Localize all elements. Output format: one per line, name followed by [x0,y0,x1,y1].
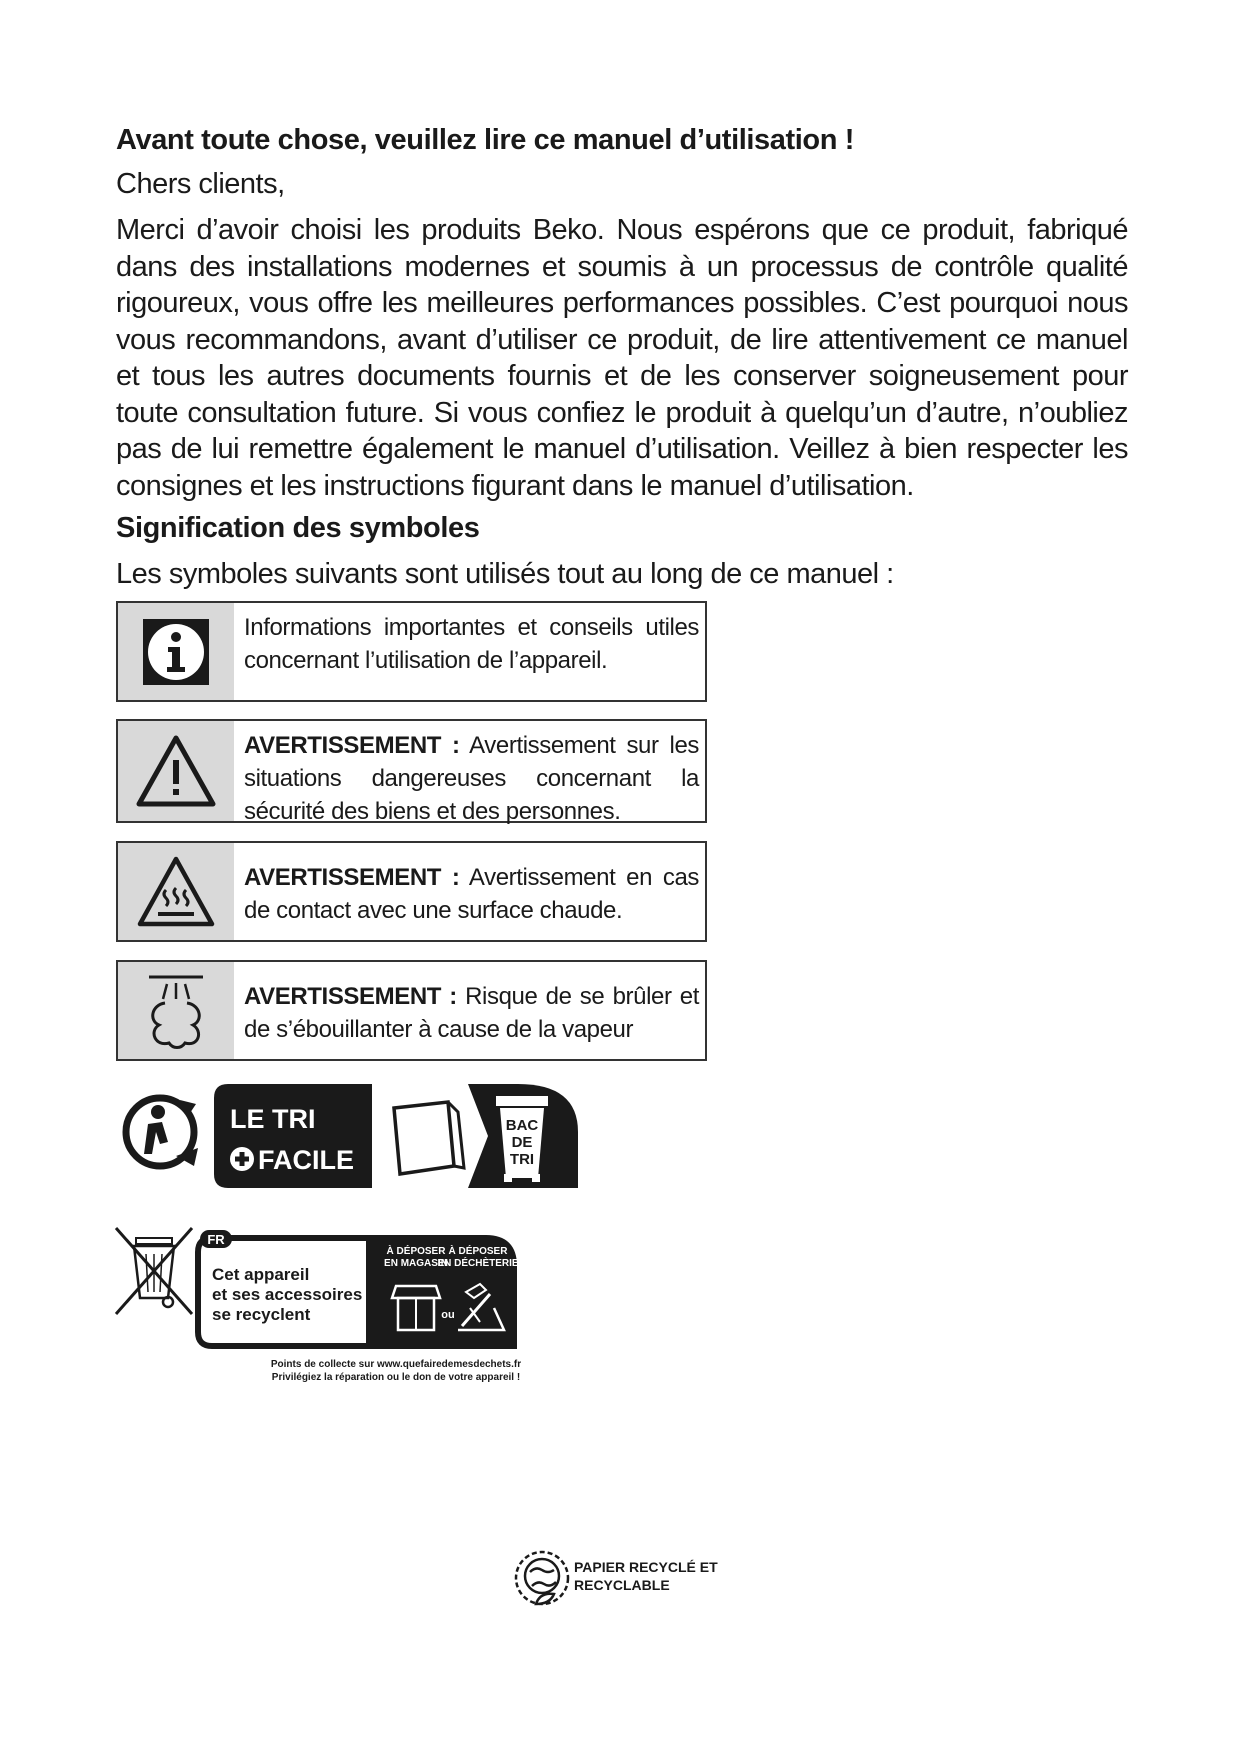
symbol-description [234,603,705,700]
symbol-text: Informations importantes et conseils utiles concernant l’utilisation de l’appareil. [244,614,699,674]
opt2-line2: EN DÉCHÈTERIE [437,1258,519,1269]
recycled-paper-icon [516,1552,568,1604]
symbol-text: Risque de se brûler et de s’ébouillanter à cause de la vapeur [244,983,699,1043]
paper-line1: PAPIER RECYCLÉ ET [574,1559,718,1575]
warning-triangle-icon [118,721,234,821]
symbol-row-warning [116,719,707,823]
recycled-paper-logo [510,1546,730,1610]
symbols-heading: Signification des symboles [116,512,480,544]
symbol-label: AVERTISSEMENT : [244,983,457,1010]
greeting: Chers clients, [116,168,285,200]
symbol-row-hot-surface [116,841,707,942]
weee-country: FR [207,1232,225,1247]
weee-or: ou [441,1309,455,1321]
bin-line3: TRI [509,1151,535,1168]
bin-line2: DE [511,1134,533,1151]
symbol-description [234,962,705,1059]
symbol-row-steam [116,960,707,1061]
main-heading: Avant toute chose, veuillez lire ce manuel d’utilisation ! [116,124,854,156]
opt1-line2: EN MAGASIN [384,1258,448,1269]
triman-icon [126,1092,202,1172]
weee-text3: se recyclent [212,1305,311,1324]
triman-line2: FACILE [258,1145,355,1175]
symbol-text: Avertissement en cas de contact avec une surface chaude. [244,864,699,924]
weee-text2: et ses accessoires [212,1285,363,1304]
symbol-description [234,721,705,825]
symbol-text: Avertissement sur les situations dangereuses concernant la sécurité des biens et des personnes. [244,732,699,825]
opt2-line1: À DÉPOSER [448,1246,508,1257]
symbol-label: AVERTISSEMENT : [244,864,460,891]
symbol-row-info [116,601,707,702]
crossed-bin-icon [116,1228,192,1314]
weee-footer1: Points de collecte sur www.quefairedemesdechets.fr [270,1359,522,1370]
opt1-line1: À DÉPOSER [386,1246,446,1257]
symbol-description [234,843,705,940]
hot-surface-icon [118,843,234,940]
symbol-label: AVERTISSEMENT : [244,732,460,759]
weee-footer2: Privilégiez la réparation ou le don de votre appareil ! [271,1372,521,1383]
triman-logo [118,1082,578,1190]
steam-icon [118,962,234,1059]
weee-text1: Cet appareil [212,1265,310,1284]
triman-line1: LE TRI [230,1104,316,1134]
intro-paragraph: Merci d’avoir choisi les produits Beko. Nous espérons que ce produit, fabriqué dans des installations modernes et soumis à un processus de contrôle qualité rigoureux, vous offre les meilleures performances possibles. C’est pourquoi nous vous recommandons, avant d’utiliser ce produit, de lire attentivement ce manuel et tous les autres documents fournis et de les conserver soigneusement pour toute consultation future. Si vous confiez le produit à quelqu’un d’autre, n’oubliez pas de lui remettre également le manuel d’utilisation. Veillez à bien respecter les consignes et les instructions figurant dans le manuel d’utilisation. [116,214,1128,502]
bin-line1: BAC [505,1117,539,1134]
symbols-intro: Les symboles suivants sont utilisés tout au long de ce manuel : [116,558,894,590]
info-icon [118,603,234,700]
paper-line2: RECYCLABLE [574,1577,670,1593]
weee-recycling-logo [114,1224,584,1384]
